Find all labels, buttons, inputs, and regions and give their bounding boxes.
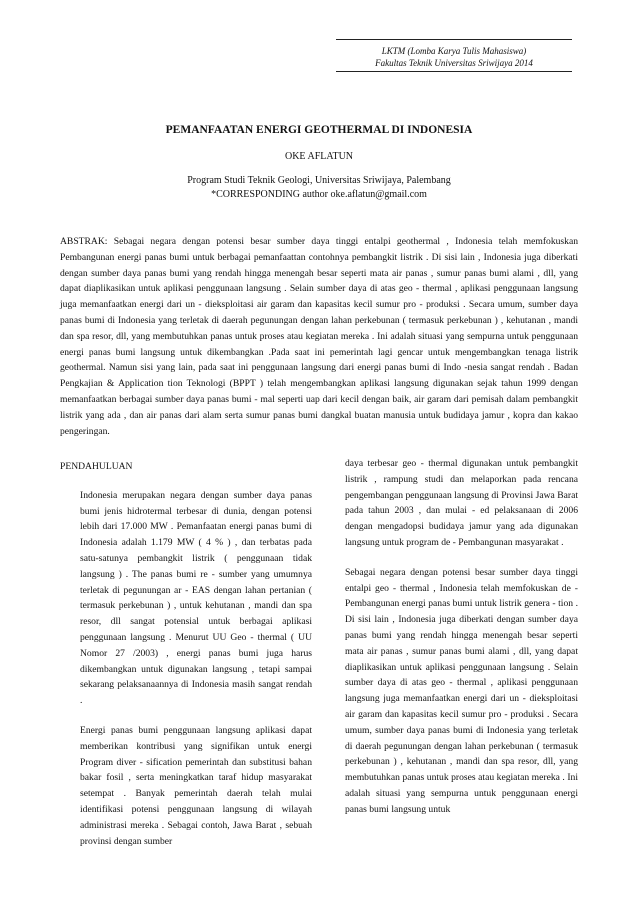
header-line-1: LKTM (Lomba Karya Tulis Mahasiswa) xyxy=(381,46,527,56)
corresponding-author: *CORRESPONDING author oke.aflatun@gmail.com xyxy=(211,189,427,200)
title-block xyxy=(60,123,578,202)
header-rule-bottom xyxy=(336,71,572,72)
header-rule-top xyxy=(336,39,572,40)
author-name: OKE AFLATUN xyxy=(284,151,354,162)
paragraph: Sebagai negara dengan potensi besar sumber daya tinggi entalpi geo - thermal , Indonesia telah memfokuskan de - Pembangunan energi panas bumi untuk listrik genera - tion . Di sisi lain , Indonesia juga diberkati dengan sumber daya panas bumi yang rendah hingga menengah besar seperti mata air panas , sumur panas bumi alami , dll, yang dapat diaplikasikan untuk aplikasi penggunaan langsung . Selain sumber daya di atas geo - thermal , aplikasi penggunaan langsung juga memanfaatkan energi dari un - dieksploitasi air garam dan kapasitas kecil sumur pro - produksi . Secara umum, sumber daya panas bumi di Indonesia yang terletak di daerah pegunungan dengan lahan perkebunan ( termasuk perkebunan ) , kehutanan , mandi dan spa resor, dll, yang membutuhkan panas untuk proses atau kegiatan mereka . Ini adalah situasi yang sempurna untuk penggunaan energi panas bumi langsung untuk xyxy=(345,566,578,815)
left-column xyxy=(60,459,312,863)
right-column xyxy=(345,456,578,832)
paragraph: Energi panas bumi penggunaan langsung aplikasi dapat memberikan kontribusi yang signifikan untuk energi Program diver - sification pemerintah dan substitusi bahan bakar fosil , serta meningkatkan taraf hidup masyarakat setempat . Banyak pemerintah daerah telah mulai identifikasi potensi penggunaan langsung di wilayah administrasi mereka . Sebagai contoh, Jawa Barat , sebuah provinsi dengan sumber xyxy=(80,724,312,847)
paragraph: daya terbesar geo - thermal digunakan untuk pembangkit listrik , rampung studi dan melaporkan pada rencana pengembangan penggunaan langsung di Provinsi Jawa Barat pada tahun 2003 , dan mulai - ed pelaksanaan di 2006 dengan mengadopsi budidaya jamur yang ada digunakan langsung untuk program de - Pembangunan masyarakat . xyxy=(345,458,578,548)
running-header xyxy=(336,45,572,69)
affiliation-block xyxy=(60,174,578,202)
paragraph: Indonesia merupakan negara dengan sumber daya panas bumi jenis hidrotermal terbesar di dunia, dengan potensi lebih dari 17.000 MW . Pemanfaatan energi panas bumi di Indonesia adalah 1.179 MW ( 4 % ) , dan terbatas pada satu-satunya pembangkit listrik ( penggunaan tidak langsung ) . The panas bumi re - sumber yang umumnya terletak di pegunungan ar - EAS dengan lahan pertanian ( termasuk perkebunan ) , untuk kehutanan , mandi dan spa resor, dll sangat potensial untuk berbagai aplikasi penggunaan langsung . Menurut UU Geo - thermal ( UU Nomor 27 /2003) , energi panas bumi juga harus dikembangkan untuk digunakan langsung , tetapi sampai sekarang pelaksanaannya di Indonesia masih sangat rendah . xyxy=(80,489,312,707)
abstract: ABSTRAK: Sebagai negara dengan potensi besar sumber daya tinggi entalpi geothermal , Indonesia telah memfokuskan Pembangunan energi panas bumi untuk berbagai pemanfaattan contohnya pembangkit listrik . Di sisi lain , Indonesia juga diberkati dengan sumber daya panas bumi yang rendah hingga menengah besar seperti mata air panas , sumur panas bumi alami , dll, yang dapat diaplikasikan untuk aplikasi penggunaan langsung . Selain sumber daya di atas geo - thermal , aplikasi penggunaan langsung juga memanfaatkan energi dari un - dieksploitasi air garam dan kapasitas kecil sumur pro - produksi . Secara umum, sumber daya panas bumi di Indonesia yang terletak di daerah pegunungan dengan lahan perkebunan ( termasuk perkebunan ) , kehutanan , mandi dan spa resor, dll, yang membutuhkan panas untuk proses atau kegiatan mereka . Ini adalah situasi yang sempurna untuk penggunaan energi panas bumi langsung untuk dikembangkan .Pada saat ini pemerintah lagi gencar untuk mengembangkan tenaga listrik geothermal. Namun sisi yang lain, pada saat ini penggunaan langsung dari energi panas bumi di Indo -nesia sangat rendah . Badan Pengkajian & Application tion Teknologi (BPPT ) telah mengembangkan aplikasi langsung digunakan sejak tahun 1999 dengan memanfaatkan berbagai sumber daya panas bumi - mal seperti uap dari kecil dengan baik, air garam dari pemisah dalam pembangkit listrik yang ada , dan air panas dari alam serta sumur panas bumi dangkal buatan manusia untuk budidaya jamur , kopra dan kakao pengeringan. xyxy=(60,236,578,437)
paper-title: PEMANFAATAN ENERGI GEOTHERMAL DI INDONESIA xyxy=(165,124,473,136)
header-line-2: Fakultas Teknik Universitas Sriwijaya 2014 xyxy=(375,58,533,68)
section-title: PENDAHULUAN xyxy=(60,461,133,472)
affiliation: Program Studi Teknik Geologi, Universitas Sriwijaya, Palembang xyxy=(187,175,451,186)
